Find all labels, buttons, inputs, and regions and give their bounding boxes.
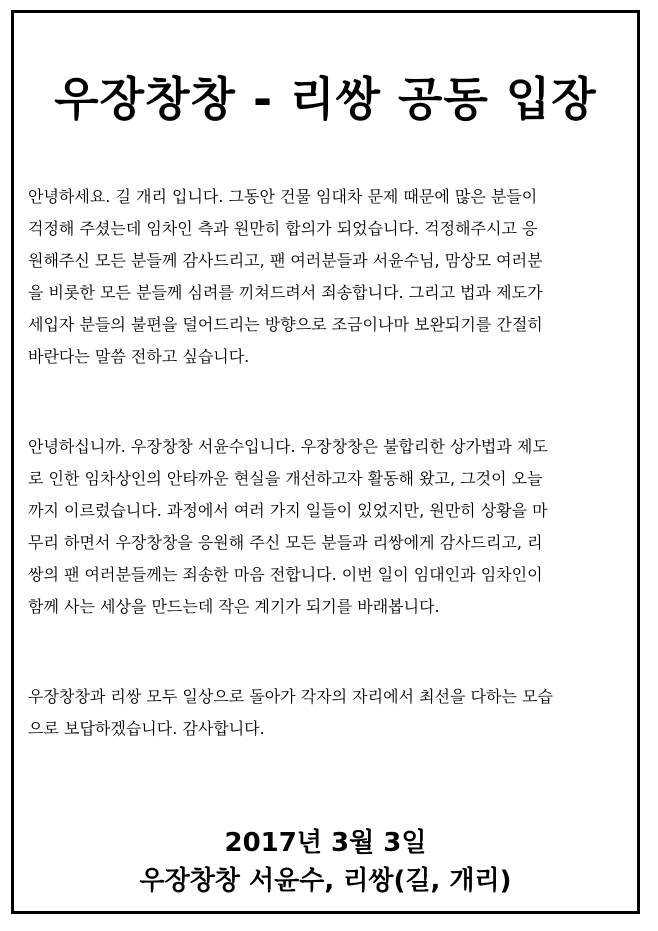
- signature-names: 우장창창 서윤수, 리쌍(길, 개리): [139, 866, 512, 896]
- paragraph-line: 세입자 분들의 불편을 덜어드리는 방향으로 조금이나마 보완되기를 간절히: [28, 315, 543, 334]
- paragraph-line: 로 인한 임차상인의 안타까운 현실을 개선하고자 활동해 왔고, 그것이 오늘: [28, 469, 543, 488]
- paragraph-line: 우장창창과 리쌍 모두 일상으로 돌아가 각자의 자리에서 최선을 다하는 모습: [28, 687, 553, 706]
- paragraph-gil-gary: [28, 181, 628, 373]
- paragraph-line: 안녕하세요. 길 개리 입니다. 그동안 건물 임대차 문제 때문에 많은 분들이: [28, 187, 538, 206]
- paragraph-line: 으로 보답하겠습니다. 감사합니다.: [28, 719, 265, 738]
- document-frame: [11, 10, 640, 914]
- paragraph-line: 바란다는 말씀 전하고 싶습니다.: [28, 347, 250, 366]
- paragraph-seo-yunsu: [28, 431, 628, 623]
- paragraph-line: 걱정해 주셨는데 임차인 측과 원만히 합의가 되었습니다. 걱정해주시고 응: [28, 219, 538, 238]
- paragraph-line: 안녕하십니까. 우장창창 서윤수입니다. 우장창창은 불합리한 상가법과 제도: [28, 437, 548, 456]
- document-title: 우장창창 - 리쌍 공동 입장: [54, 72, 597, 126]
- paragraph-line: 함께 사는 세상을 만드는데 작은 계기가 되기를 바래봅니다.: [28, 597, 440, 616]
- paragraph-closing: [28, 681, 628, 745]
- paragraph-line: 무리 하면서 우장창창을 응원해 주신 모든 분들과 리쌍에게 감사드리고, 리: [28, 533, 543, 552]
- paragraph-line: 쌍의 팬 여러분들께는 죄송한 마음 전합니다. 이번 일이 임대인과 임차인이: [28, 565, 543, 584]
- paragraph-line: 까지 이르렀습니다. 과정에서 여러 가지 일들이 있었지만, 원만히 상황을 마: [28, 501, 548, 520]
- paragraph-line: 을 비롯한 모든 분들께 심려를 끼쳐드려서 죄송합니다. 그리고 법과 제도가: [28, 283, 543, 302]
- paragraph-line: 원해주신 모든 분들께 감사드리고, 팬 여러분들과 서윤수님, 맘상모 여러분: [28, 251, 543, 270]
- signature-date: 2017년 3월 3일: [224, 828, 427, 858]
